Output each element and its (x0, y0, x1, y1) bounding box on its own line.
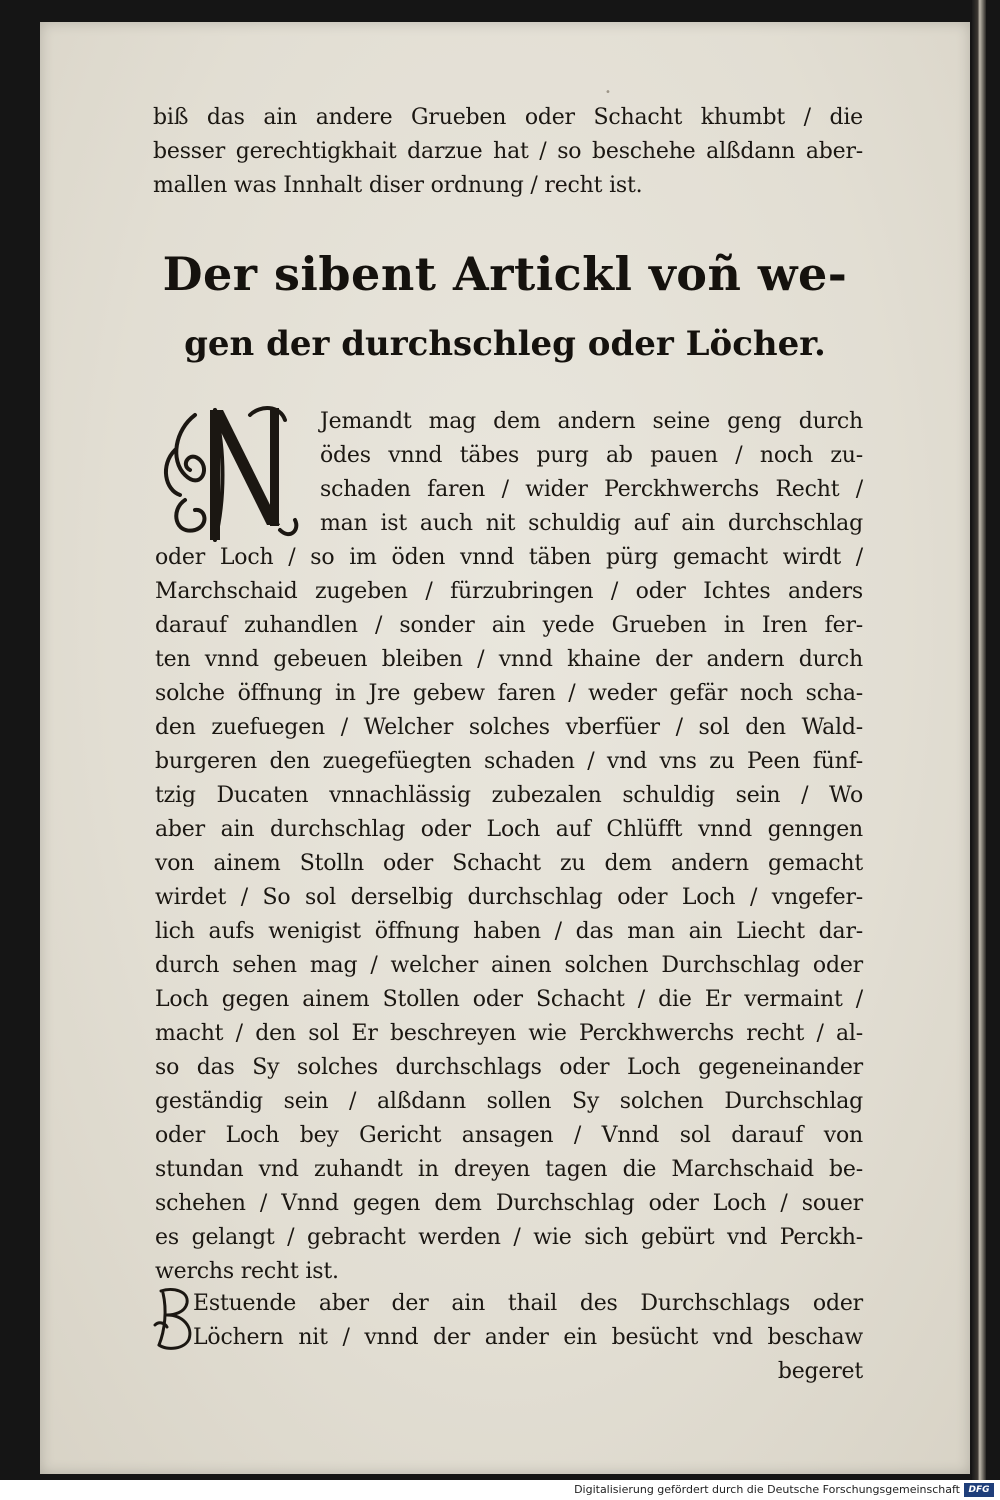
text-line: Marchschaid zugeben / fürzubringen / oder Ichtes anders (155, 579, 863, 604)
text-line: ödes vnnd täbes purg ab pauen / noch zu- (320, 443, 863, 468)
book-page-edge (972, 0, 986, 1480)
page-speck: • (605, 87, 611, 98)
catchword: begeret (777, 1359, 863, 1384)
text-line: stundan vnd zuhandt in dreyen tagen die Marchschaid be- (155, 1157, 863, 1182)
text-line: durch sehen mag / welcher ainen solchen Durchschlag oder (155, 953, 863, 978)
text-line: biß das ain andere Grueben oder Schacht khumbt / die (153, 105, 863, 130)
text-line: werchs recht ist. (155, 1259, 339, 1284)
article-heading-line-1: Der sibent Artickl voñ we- (162, 247, 848, 301)
text-line: geständig sein / alßdann sollen Sy solchen Durchschlag (155, 1089, 863, 1114)
text-line: darauf zuhandlen / sonder ain yede Grueben in Iren fer- (155, 613, 863, 638)
text-line: lich aufs wenigist öffnung haben / das man ain Liecht dar- (155, 919, 863, 944)
text-line: so das Sy solches durchschlags oder Loch gegeneinander (155, 1055, 863, 1080)
text-line: Estuende aber der ain thail des Durchschlags oder (193, 1291, 863, 1316)
digitization-credit: Digitalisierung gefördert durch die Deutsche Forschungsgemeinschaft (574, 1483, 960, 1496)
text-line: solche öffnung in Jre gebew faren / weder gefär noch scha- (155, 681, 863, 706)
text-line: von ainem Stolln oder Schacht zu dem andern gemacht (155, 851, 863, 876)
text-line: mallen was Innhalt diser ordnung / recht ist. (153, 173, 643, 198)
text-line: man ist auch nit schuldig auf ain durchschlag (320, 511, 863, 536)
text-line: oder Loch bey Gericht ansagen / Vnnd sol darauf von (155, 1123, 863, 1148)
dfg-logo: DFG (964, 1483, 994, 1497)
text-line: macht / den sol Er beschreyen wie Perckhwerchs recht / al- (155, 1021, 863, 1046)
text-line: wirdet / So sol derselbig durchschlag oder Loch / vngefer- (155, 885, 863, 910)
text-line: Loch gegen ainem Stollen oder Schacht / die Er vermaint / (155, 987, 863, 1012)
article-heading-line-2: gen der durchschleg oder Löcher. (184, 324, 826, 364)
text-line: Löchern nit / vnnd der ander ein besücht vnd beschaw (193, 1325, 863, 1350)
footer-bar (0, 1480, 1000, 1500)
text-line: es gelangt / gebracht werden / wie sich gebürt vnd Perckh- (155, 1225, 863, 1250)
text-line: tzig Ducaten vnnachlässig zubezalen schuldig sein / Wo (155, 783, 863, 808)
text-line: ten vnnd gebeuen bleiben / vnnd khaine der andern durch (155, 647, 863, 672)
text-line: besser gerechtigkhait darzue hat / so beschehe alßdann aber- (153, 139, 863, 164)
text-line: Jemandt mag dem andern seine geng durch (320, 409, 863, 434)
text-line: schehen / Vnnd gegen dem Durchschlag oder Loch / souer (155, 1191, 863, 1216)
closing-paragraph (155, 1287, 863, 1389)
text-line: oder Loch / so im öden vnnd täben pürg gemacht wirdt / (155, 545, 863, 570)
text-line: den zuefuegen / Welcher solches vberfüer / sol den Wald- (155, 715, 863, 740)
main-paragraph (155, 405, 863, 1289)
text-line: aber ain durchschlag oder Loch auf Chlüfft vnnd genngen (155, 817, 863, 842)
top-paragraph (153, 101, 863, 203)
text-line: schaden faren / wider Perckhwerchs Recht / (320, 477, 863, 502)
text-line: burgeren den zuegefüegten schaden / vnd vns zu Peen fünf- (155, 749, 863, 774)
